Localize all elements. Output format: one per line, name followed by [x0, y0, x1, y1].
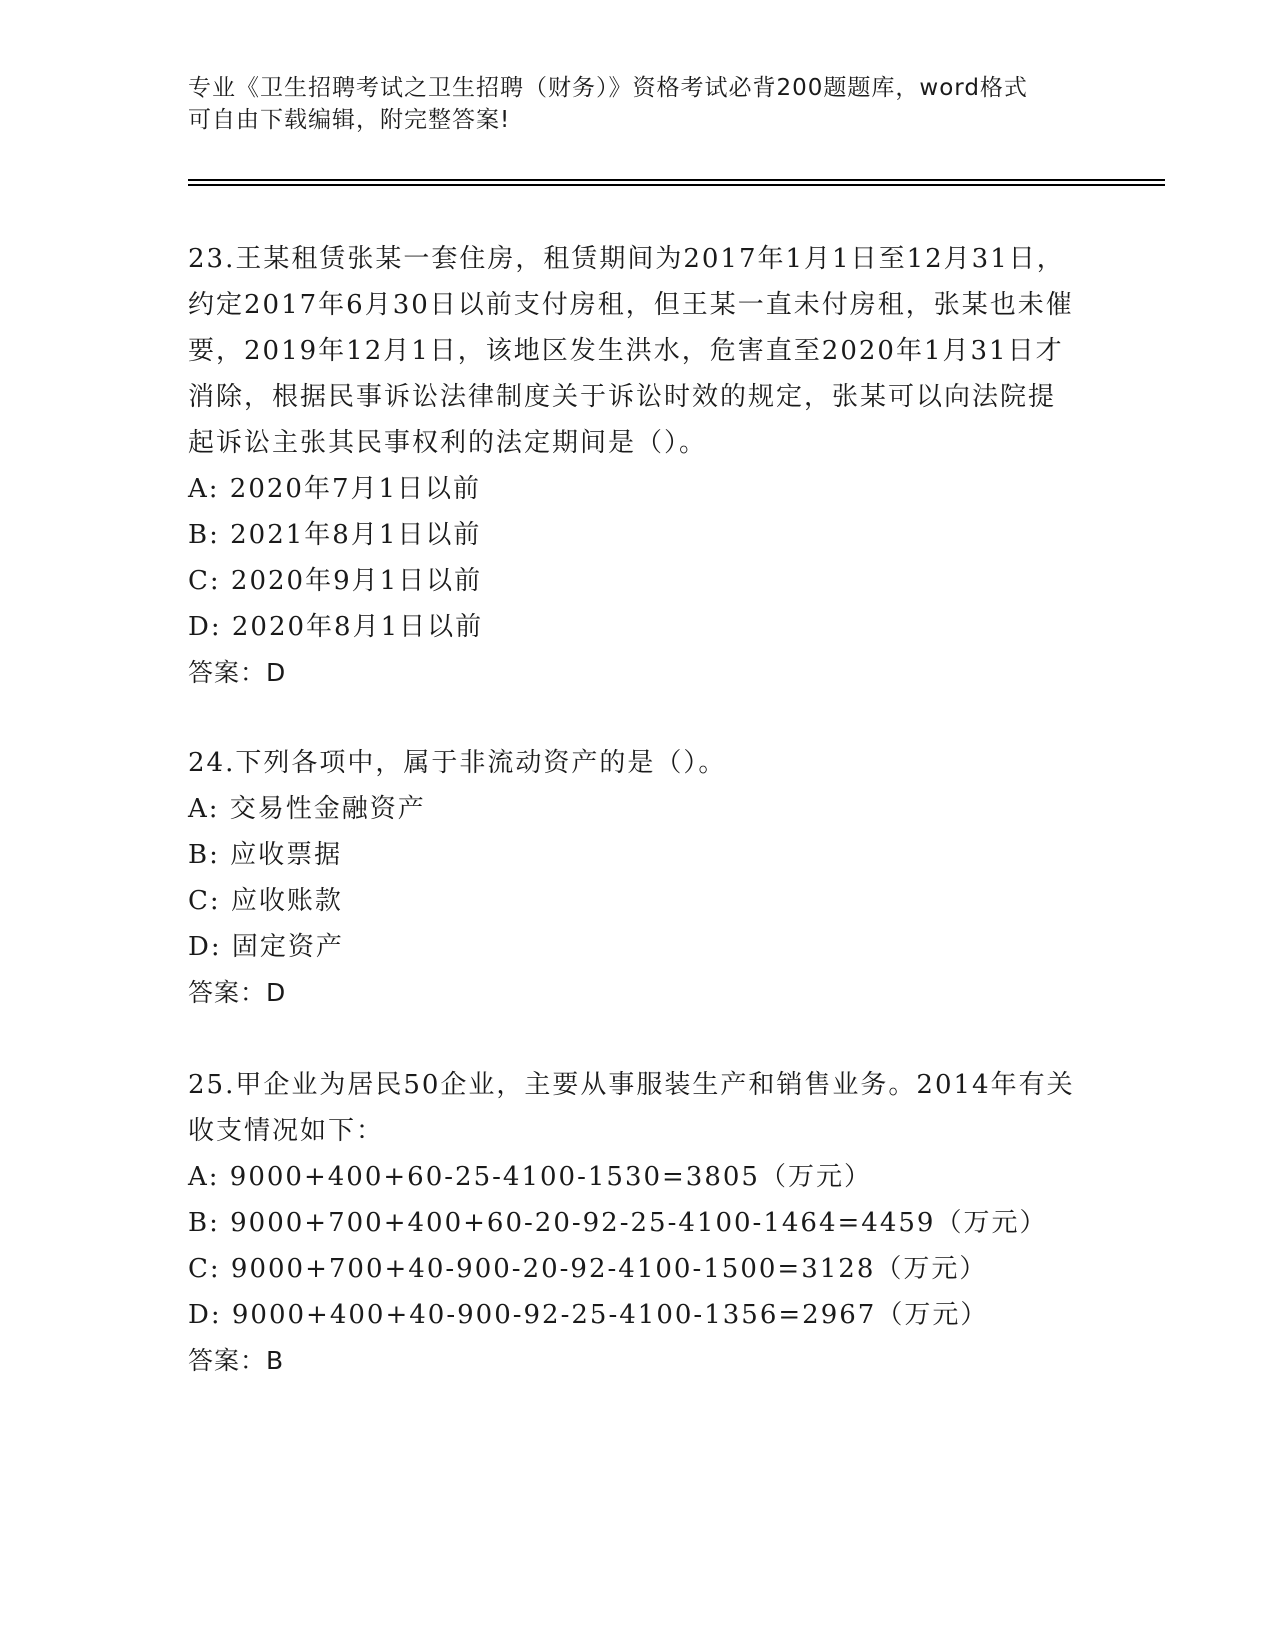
header-divider-bottom — [188, 184, 1165, 186]
option-c: C: 9000+700+40-900-20-92-4100-1500=3128（万元） — [188, 1254, 988, 1284]
option-b: B: 9000+700+400+60-20-92-25-4100-1464=4459（万元） — [188, 1208, 1048, 1238]
question-stem: 25.甲企业为居民50企业，主要从事服装生产和销售业务。2014年有关收支情况如下： — [188, 1070, 1075, 1146]
question-stem: 24.下列各项中，属于非流动资产的是（）。 — [188, 748, 727, 778]
header-line-1: 专业《卫生招聘考试之卫生招聘（财务）》资格考试必背200题题库，word格式 — [188, 75, 1028, 101]
question-24 — [188, 740, 1078, 1016]
option-b: B: 应收票据 — [188, 840, 343, 870]
option-b: B: 2021年8月1日以前 — [188, 520, 482, 550]
option-a: A: 交易性金融资产 — [188, 794, 426, 824]
answer: 答案：B — [188, 1346, 285, 1375]
header-line-2: 可自由下载编辑，附完整答案! — [188, 107, 511, 133]
option-a: A: 2020年7月1日以前 — [188, 474, 482, 504]
option-d: D: 2020年8月1日以前 — [188, 612, 484, 642]
option-c: C: 应收账款 — [188, 886, 343, 916]
answer: 答案：D — [188, 978, 287, 1007]
question-23 — [188, 236, 1078, 696]
question-stem: 23.王某租赁张某一套住房，租赁期间为2017年1月1日至12月31日，约定2017年6月30日以前支付房租，但王某一直未付房租，张某也未催要，2019年12月1日，该地区发生洪水，危害直至2020年1月31日才消除，根据民事诉讼法律制度关于诉讼时效的规定，张某可以向法院提起诉讼主张其民事权利的法定期间是（）。 — [188, 244, 1074, 458]
option-d: D: 9000+400+40-900-92-25-4100-1356=2967（万元） — [188, 1300, 989, 1330]
document-header — [188, 72, 1068, 136]
question-25 — [188, 1062, 1078, 1384]
answer: 答案：D — [188, 658, 287, 687]
option-a: A: 9000+400+60-25-4100-1530=3805（万元） — [188, 1162, 872, 1192]
header-divider-top — [188, 179, 1165, 181]
option-d: D: 固定资产 — [188, 932, 344, 962]
option-c: C: 2020年9月1日以前 — [188, 566, 483, 596]
